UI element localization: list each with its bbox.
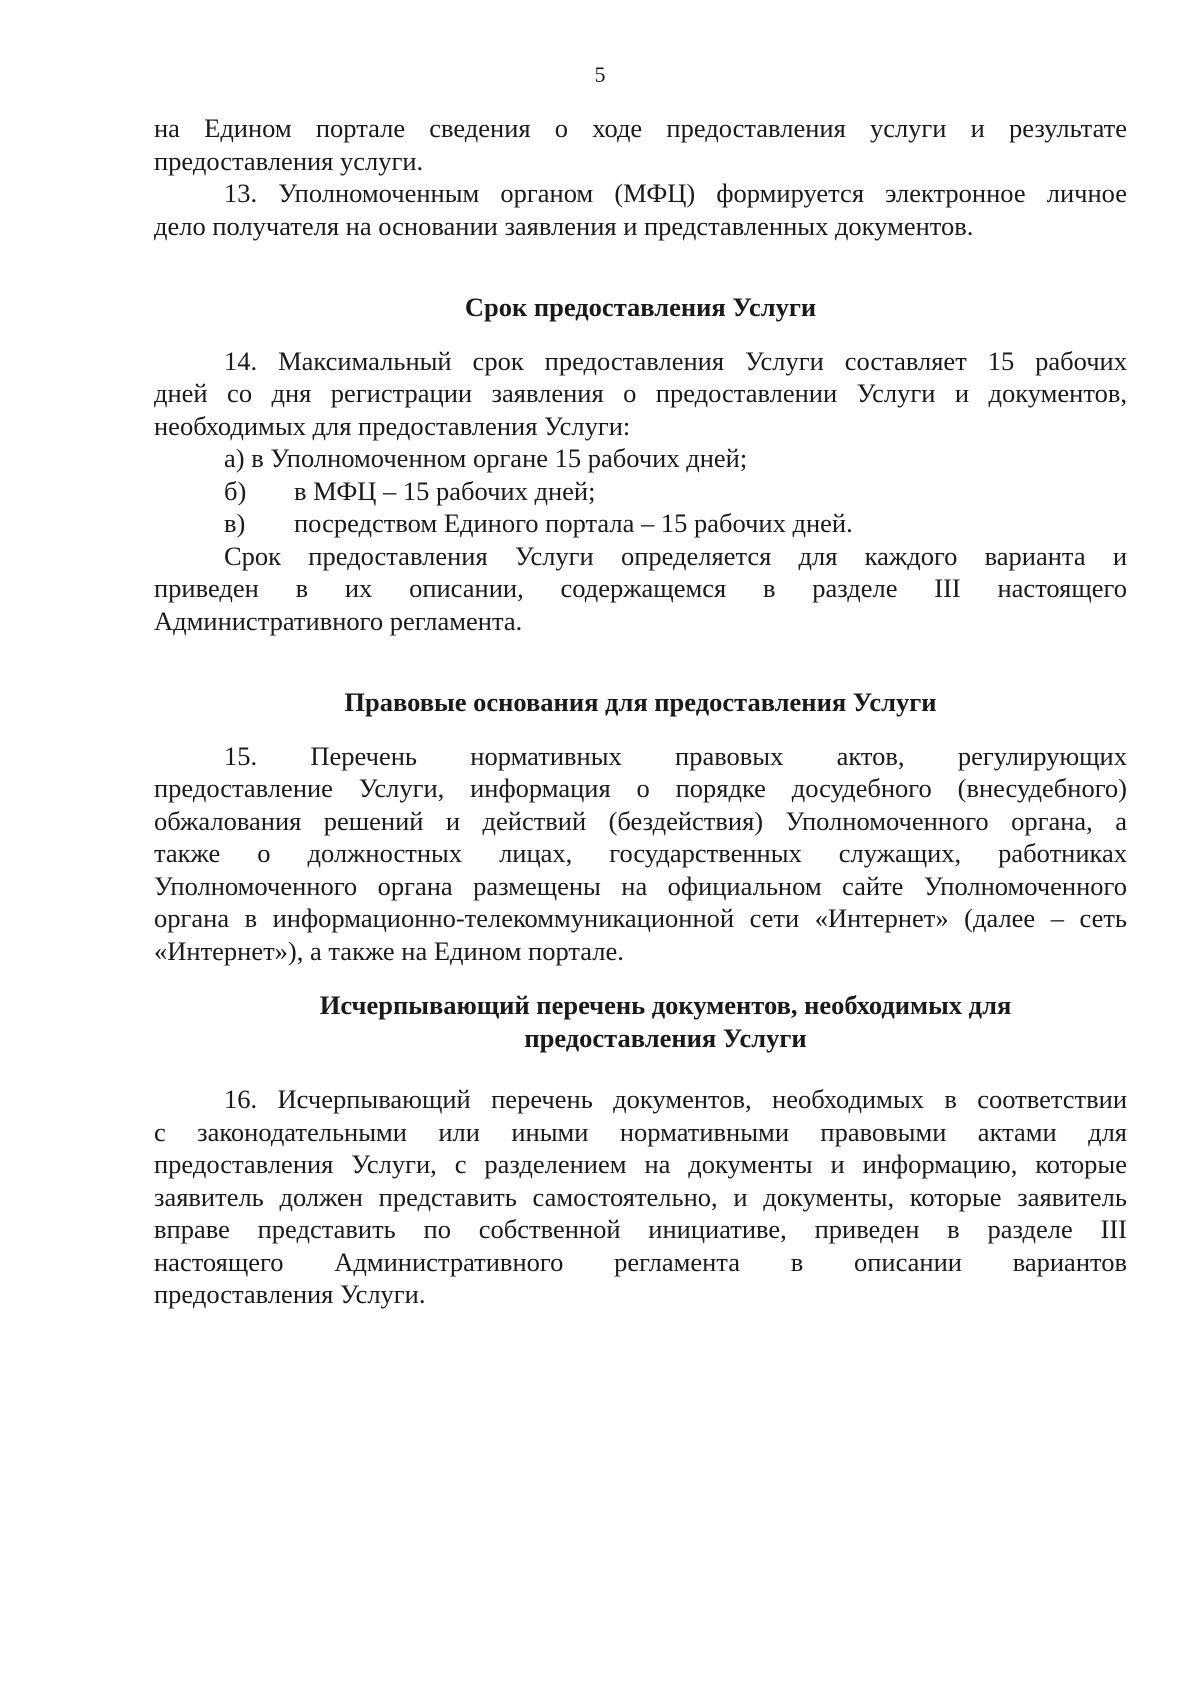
text-line: с законодательными или иными нормативными правовыми актами для [154,1116,1127,1147]
section-heading-term: Срок предоставления Услуги [464,292,817,322]
section-heading-legal-basis: Правовые основания для предоставления Услуги [344,687,937,717]
text-line: дело получателя на основании заявления и представленных документов. [154,210,974,241]
text-line: 14. Максимальный срок предоставления Услуги составляет 15 рабочих [224,345,1127,376]
text-line: 15. Перечень нормативных правовых актов, регулирующих [224,740,1127,771]
text-line: Уполномоченного органа размещены на официальном сайте Уполномоченного [154,870,1127,901]
list-item-c [154,507,1127,540]
list-item-text: а) в Уполномоченном органе 15 рабочих дней; [224,443,748,473]
section-heading-documents [154,989,1127,1054]
text-line: обжалования решений и действий (бездействия) Уполномоченного органа, а [154,805,1127,836]
paragraph-12-continuation [154,112,1127,177]
text-line: заявитель должен представить самостоятельно, и документы, которые заявитель [154,1181,1127,1212]
paragraph-13 [154,177,1127,242]
list-item-text: в МФЦ – 15 рабочих дней; [294,475,596,506]
list-item-b [154,475,1127,508]
text-line: предоставление Услуги, информация о порядке досудебного (внесудебного) [154,773,1127,803]
text-line: необходимых для предоставления Услуги: [154,410,631,441]
list-item-a [154,442,1127,475]
text-line: настоящего Административного регламента в описании вариантов [154,1246,1127,1277]
text-line: вправе представить по собственной инициативе, приведен в разделе III [154,1214,1127,1244]
heading-line: Исчерпывающий перечень документов, необходимых для [319,990,1012,1020]
paragraph-term-definition [154,540,1127,638]
document-body [154,112,1127,1311]
paragraph-14 [154,345,1127,443]
text-line: органа в информационно-телекоммуникационной сети «Интернет» (далее – сеть [154,903,1127,933]
text-line: дней со дня регистрации заявления о предоставлении Услуги и документов, [154,378,1127,408]
list-item-text: посредством Единого портала – 15 рабочих дней. [294,508,853,538]
paragraph-16 [154,1083,1127,1311]
list-item-marker: б) [224,475,247,506]
text-line: на Едином портале сведения о ходе предоставления услуги и результате [154,113,1127,143]
text-line: приведен в их описании, содержащемся в разделе III настоящего [154,573,1127,603]
text-line: 16. Исчерпывающий перечень документов, необходимых в соответствии [224,1084,1127,1114]
text-line: предоставления Услуги. [154,1279,426,1309]
text-line: Срок предоставления Услуги определяется для каждого варианта и [224,540,1127,571]
text-line: 13. Уполномоченным органом (МФЦ) формируется электронное личное [224,178,1127,208]
text-line: предоставления услуги. [154,145,424,176]
list-item-marker: в) [224,508,246,538]
text-line: Административного регламента. [154,605,523,636]
page-number: 5 [594,62,606,87]
text-line: предоставления Услуги, с разделением на документы и информацию, которые [154,1149,1127,1179]
heading-line: предоставления Услуги [524,1022,807,1053]
paragraph-15 [154,740,1127,968]
text-line: «Интернет»), а также на Едином портале. [154,935,624,966]
text-line: также о должностных лицах, государственных служащих, работниках [154,838,1127,868]
